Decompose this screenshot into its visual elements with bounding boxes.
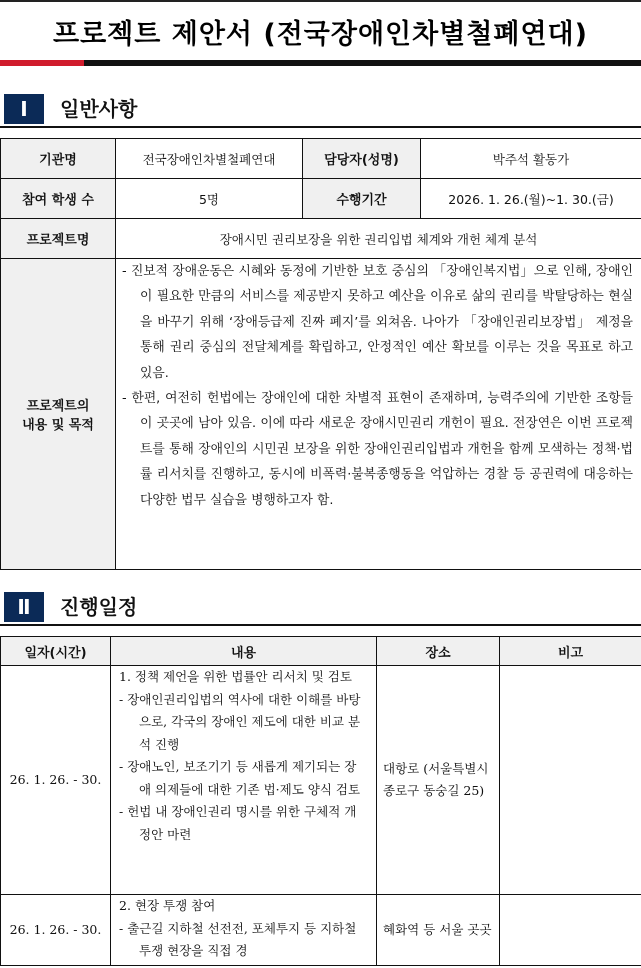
schedule-note (500, 895, 641, 966)
schedule-place: 대항로 (서울특별시 종로구 동숭길 25) (377, 666, 500, 895)
schedule-date: 26. 1. 26. - 30. (1, 666, 111, 895)
purpose-paragraph: - 진보적 장애운동은 시혜와 동정에 기반한 보호 중심의 「장애인복지법」으로 인해, 장애인이 필요한 만큼의 서비스를 제공받지 못하고 예산을 이유로 삶의 권리를 박탈당하는 현실을 바꾸기 위해 ‘장애등급제 진짜 폐지’를 외쳐옴. 나아가 「장애인권리보장법」 제정을 통해 권리 중심의 전달체계를 확립하고, 안정적인 예산 확보를 이루는 것을 목표로 하고 있음. (122, 264, 633, 381)
table-row (1, 666, 641, 895)
section-general-header (0, 94, 641, 128)
schedule-table (0, 636, 641, 966)
purpose-label-line: 프로젝트의 (26, 399, 90, 414)
schedule-item: 2. 현장 투쟁 참여 (119, 898, 216, 913)
students-label: 참여 학생 수 (1, 179, 116, 219)
schedule-subitem: - 헌법 내 장애인권리 명시를 위한 구체적 개정안 마련 (119, 804, 357, 842)
schedule-header-note: 비고 (500, 637, 641, 666)
schedule-subitem: - 출근길 지하철 선전전, 포체투지 등 지하철 투쟁 현장을 직접 경 (119, 920, 357, 958)
schedule-header-place: 장소 (377, 637, 500, 666)
section-title: 진행일정 (60, 595, 138, 619)
org-label: 기관명 (1, 139, 116, 179)
section-number-badge: Ⅰ (4, 94, 44, 124)
manager-label: 담당자(성명) (303, 139, 421, 179)
table-row (1, 895, 641, 966)
project-value: 장애시민 권리보장을 위한 권리입법 체계와 개헌 체계 분석 (116, 219, 641, 259)
section-rule (0, 624, 641, 626)
section-title: 일반사항 (60, 97, 138, 121)
header-accent-bar (0, 60, 84, 66)
page-title: 프로젝트 제안서 (전국장애인차별철폐연대) (53, 19, 588, 50)
section-schedule-header (0, 592, 641, 626)
purpose-label-line: 내용 및 목적 (22, 418, 94, 433)
period-value: 2026. 1. 26.(월)~1. 30.(금) (421, 179, 641, 219)
schedule-note (500, 666, 641, 895)
general-info-table (0, 138, 641, 570)
schedule-content (111, 666, 377, 895)
schedule-item: 1. 정책 제언을 위한 법률안 리서치 및 검토 (119, 669, 352, 684)
schedule-date: 26. 1. 26. - 30. (1, 895, 111, 966)
header-top-rule (0, 0, 641, 2)
schedule-header-content: 내용 (111, 637, 377, 666)
document-header (0, 0, 641, 66)
purpose-paragraph: - 한편, 여전히 헌법에는 장애인에 대한 차별적 표현이 존재하며, 능력주의에 기반한 조항들이 곳곳에 남아 있음. 이에 따라 새로운 장애시민권리 개헌이 필요. 전장연은 이번 프로젝트를 통해 장애인의 시민권 보장을 위한 장애인권리입법과 개헌을 함께 모색하는 정책·법률 리서치를 진행하고, 동시에 비폭력·불복종행동을 억압하는 경찰 등 공권력에 대응하는 다양한 법무 실습을 병행하고자 함. (122, 391, 633, 508)
purpose-content (116, 259, 641, 570)
period-label: 수행기간 (303, 179, 421, 219)
project-label: 프로젝트명 (1, 219, 116, 259)
section-number-badge: Ⅱ (4, 592, 44, 622)
schedule-place: 혜화역 등 서울 곳곳 (377, 895, 500, 966)
schedule-subitem: - 장애인권리입법의 역사에 대한 이해를 바탕으로, 각국의 장애인 제도에 대한 비교 분석 진행 (119, 691, 361, 752)
org-value: 전국장애인차별철폐연대 (116, 139, 303, 179)
schedule-header-date: 일자(시간) (1, 637, 111, 666)
purpose-label (1, 259, 116, 570)
students-value: 5명 (116, 179, 303, 219)
manager-value: 박주석 활동가 (421, 139, 641, 179)
section-rule (0, 126, 641, 128)
schedule-content (111, 895, 377, 966)
header-rule (84, 60, 641, 66)
schedule-subitem: - 장애노인, 보조기기 등 새롭게 제기되는 장애 의제들에 대한 기존 법·제도 양식 검토 (119, 759, 361, 797)
